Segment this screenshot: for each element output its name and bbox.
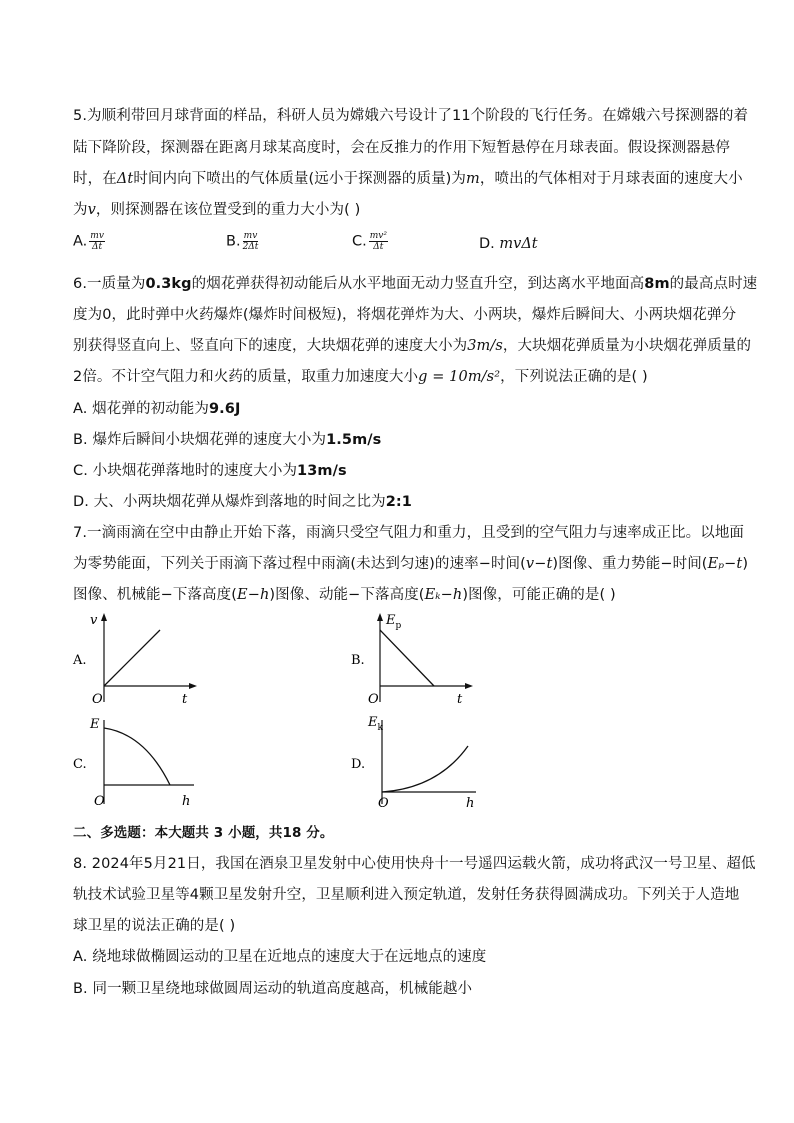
- q8-option-b: B. 同一颗卫星绕地球做圆周运动的轨道高度越高，机械能越小: [73, 981, 473, 997]
- graph-c-x-label: h: [182, 794, 191, 809]
- q6-line-2: 度为0，此时弹中火药爆炸(爆炸时间极短)，将烟花弹炸为大、小两块，爆炸后瞬间大、小两块烟花弹分: [73, 307, 737, 323]
- q6-option-d: D. 大、小两块烟花弹从爆炸到落地的时间之比为2:1: [73, 494, 412, 510]
- q6-line-3: 别获得竖直向上、竖直向下的速度，大块烟花弹的速度大小为3m/s，大块烟花弹质量为小块烟花弹质量的: [73, 338, 752, 354]
- graph-d-curve: [382, 746, 468, 792]
- section-title: 二、多选题：本大题共 3 小题，共18 分。: [73, 825, 334, 841]
- q8-option-a: A. 绕地球做椭圆运动的卫星在近地点的速度大于在远地点的速度: [73, 949, 487, 965]
- graph-c-y-label: E: [90, 717, 100, 732]
- graph-b-origin: O: [368, 692, 379, 707]
- q7-line-3: 图像、机械能−下落高度(E−h)图像、动能−下落高度(Eₖ−h)图像，可能正确的是( ): [73, 587, 616, 603]
- q6-option-b: B. 爆炸后瞬间小块烟花弹的速度大小为1.5m/s: [73, 432, 382, 448]
- q5-option-a: A. $\frac{mv}{\Delta t}$: [73, 231, 104, 252]
- graph-d-origin: O: [378, 796, 389, 811]
- graph-c-curve: [104, 728, 170, 785]
- graph-b-label: B.: [351, 653, 365, 668]
- graph-c-origin: O: [94, 794, 105, 809]
- q5-line-3: 时，在Δt时间内向下喷出的气体质量(远小于探测器的质量)为m，喷出的气体相对于月球表面的速度大小: [73, 171, 743, 187]
- q7-line-1: 7.一滴雨滴在空中由静止开始下落，雨滴只受空气阻力和重力，且受到的空气阻力与速率成正比。以地面: [73, 525, 745, 541]
- graph-a-origin: O: [92, 692, 103, 707]
- graph-a-label: A.: [73, 653, 87, 668]
- q5-line-1: 5.为顺利带回月球背面的样品，科研人员为嫦娥六号设计了11个阶段的飞行任务。在嫦娥六号探测器的着: [73, 108, 749, 124]
- graph-c-label: C.: [73, 757, 87, 772]
- q5-option-d: D. mvΔt: [479, 236, 538, 252]
- q6-line-1: 6.一质量为0.3kg的烟花弹获得初动能后从水平地面无动力竖直升空，到达离水平地面高8m的最高点时速: [73, 276, 758, 292]
- q7-graph-b: [348, 608, 478, 710]
- q7-graph-a: [70, 608, 200, 710]
- graph-a-line: [104, 630, 160, 686]
- graph-a-x-label: t: [182, 692, 188, 707]
- graph-b-x-label: t: [457, 692, 463, 707]
- q6-option-a: A. 烟花弹的初动能为9.6J: [73, 401, 241, 417]
- q5-option-c: C. $\frac{\text{mv²}}{\Delta t}$: [352, 231, 387, 252]
- q6-line-4: 2倍。不计空气阻力和火药的质量，取重力加速度大小g = 10m/s²，下列说法正确的是( ): [73, 369, 648, 385]
- graph-b-line: [380, 630, 434, 686]
- graph-a-y-label: v: [90, 613, 98, 628]
- q5-option-b: B. $\frac{mv}{2\Delta t}$: [226, 231, 259, 252]
- q7-graph-c: [70, 712, 200, 812]
- graph-d-y-label: $E_k$: [368, 715, 383, 733]
- q8-line-3: 球卫星的说法正确的是( ): [73, 918, 236, 934]
- graph-d-label: D.: [351, 757, 366, 772]
- graph-d-x-label: h: [466, 796, 475, 811]
- q8-line-2: 轨技术试验卫星等4颗卫星发射升空，卫星顺利进入预定轨道，发射任务获得圆满成功。下列关于人造地: [73, 887, 740, 903]
- q7-line-2: 为零势能面，下列关于雨滴下落过程中雨滴(未达到匀速)的速率−时间(v−t)图像、重力势能−时间(Eₚ−t): [73, 556, 749, 572]
- q6-option-c: C. 小块烟花弹落地时的速度大小为13m/s: [73, 463, 347, 479]
- q5-line-2: 陆下降阶段，探测器在距离月球某高度时，会在反推力的作用下短暂悬停在月球表面。假设探测器悬停: [73, 140, 730, 156]
- q7-graph-d: [348, 712, 480, 812]
- q8-line-1: 8. 2024年5月21日，我国在酒泉卫星发射中心使用快舟十一号遥四运载火箭，成功将武汉一号卫星、超低: [73, 856, 756, 872]
- q5-line-4: 为v，则探测器在该位置受到的重力大小为( ): [73, 202, 361, 218]
- graph-b-y-label: $E_p$: [386, 613, 402, 631]
